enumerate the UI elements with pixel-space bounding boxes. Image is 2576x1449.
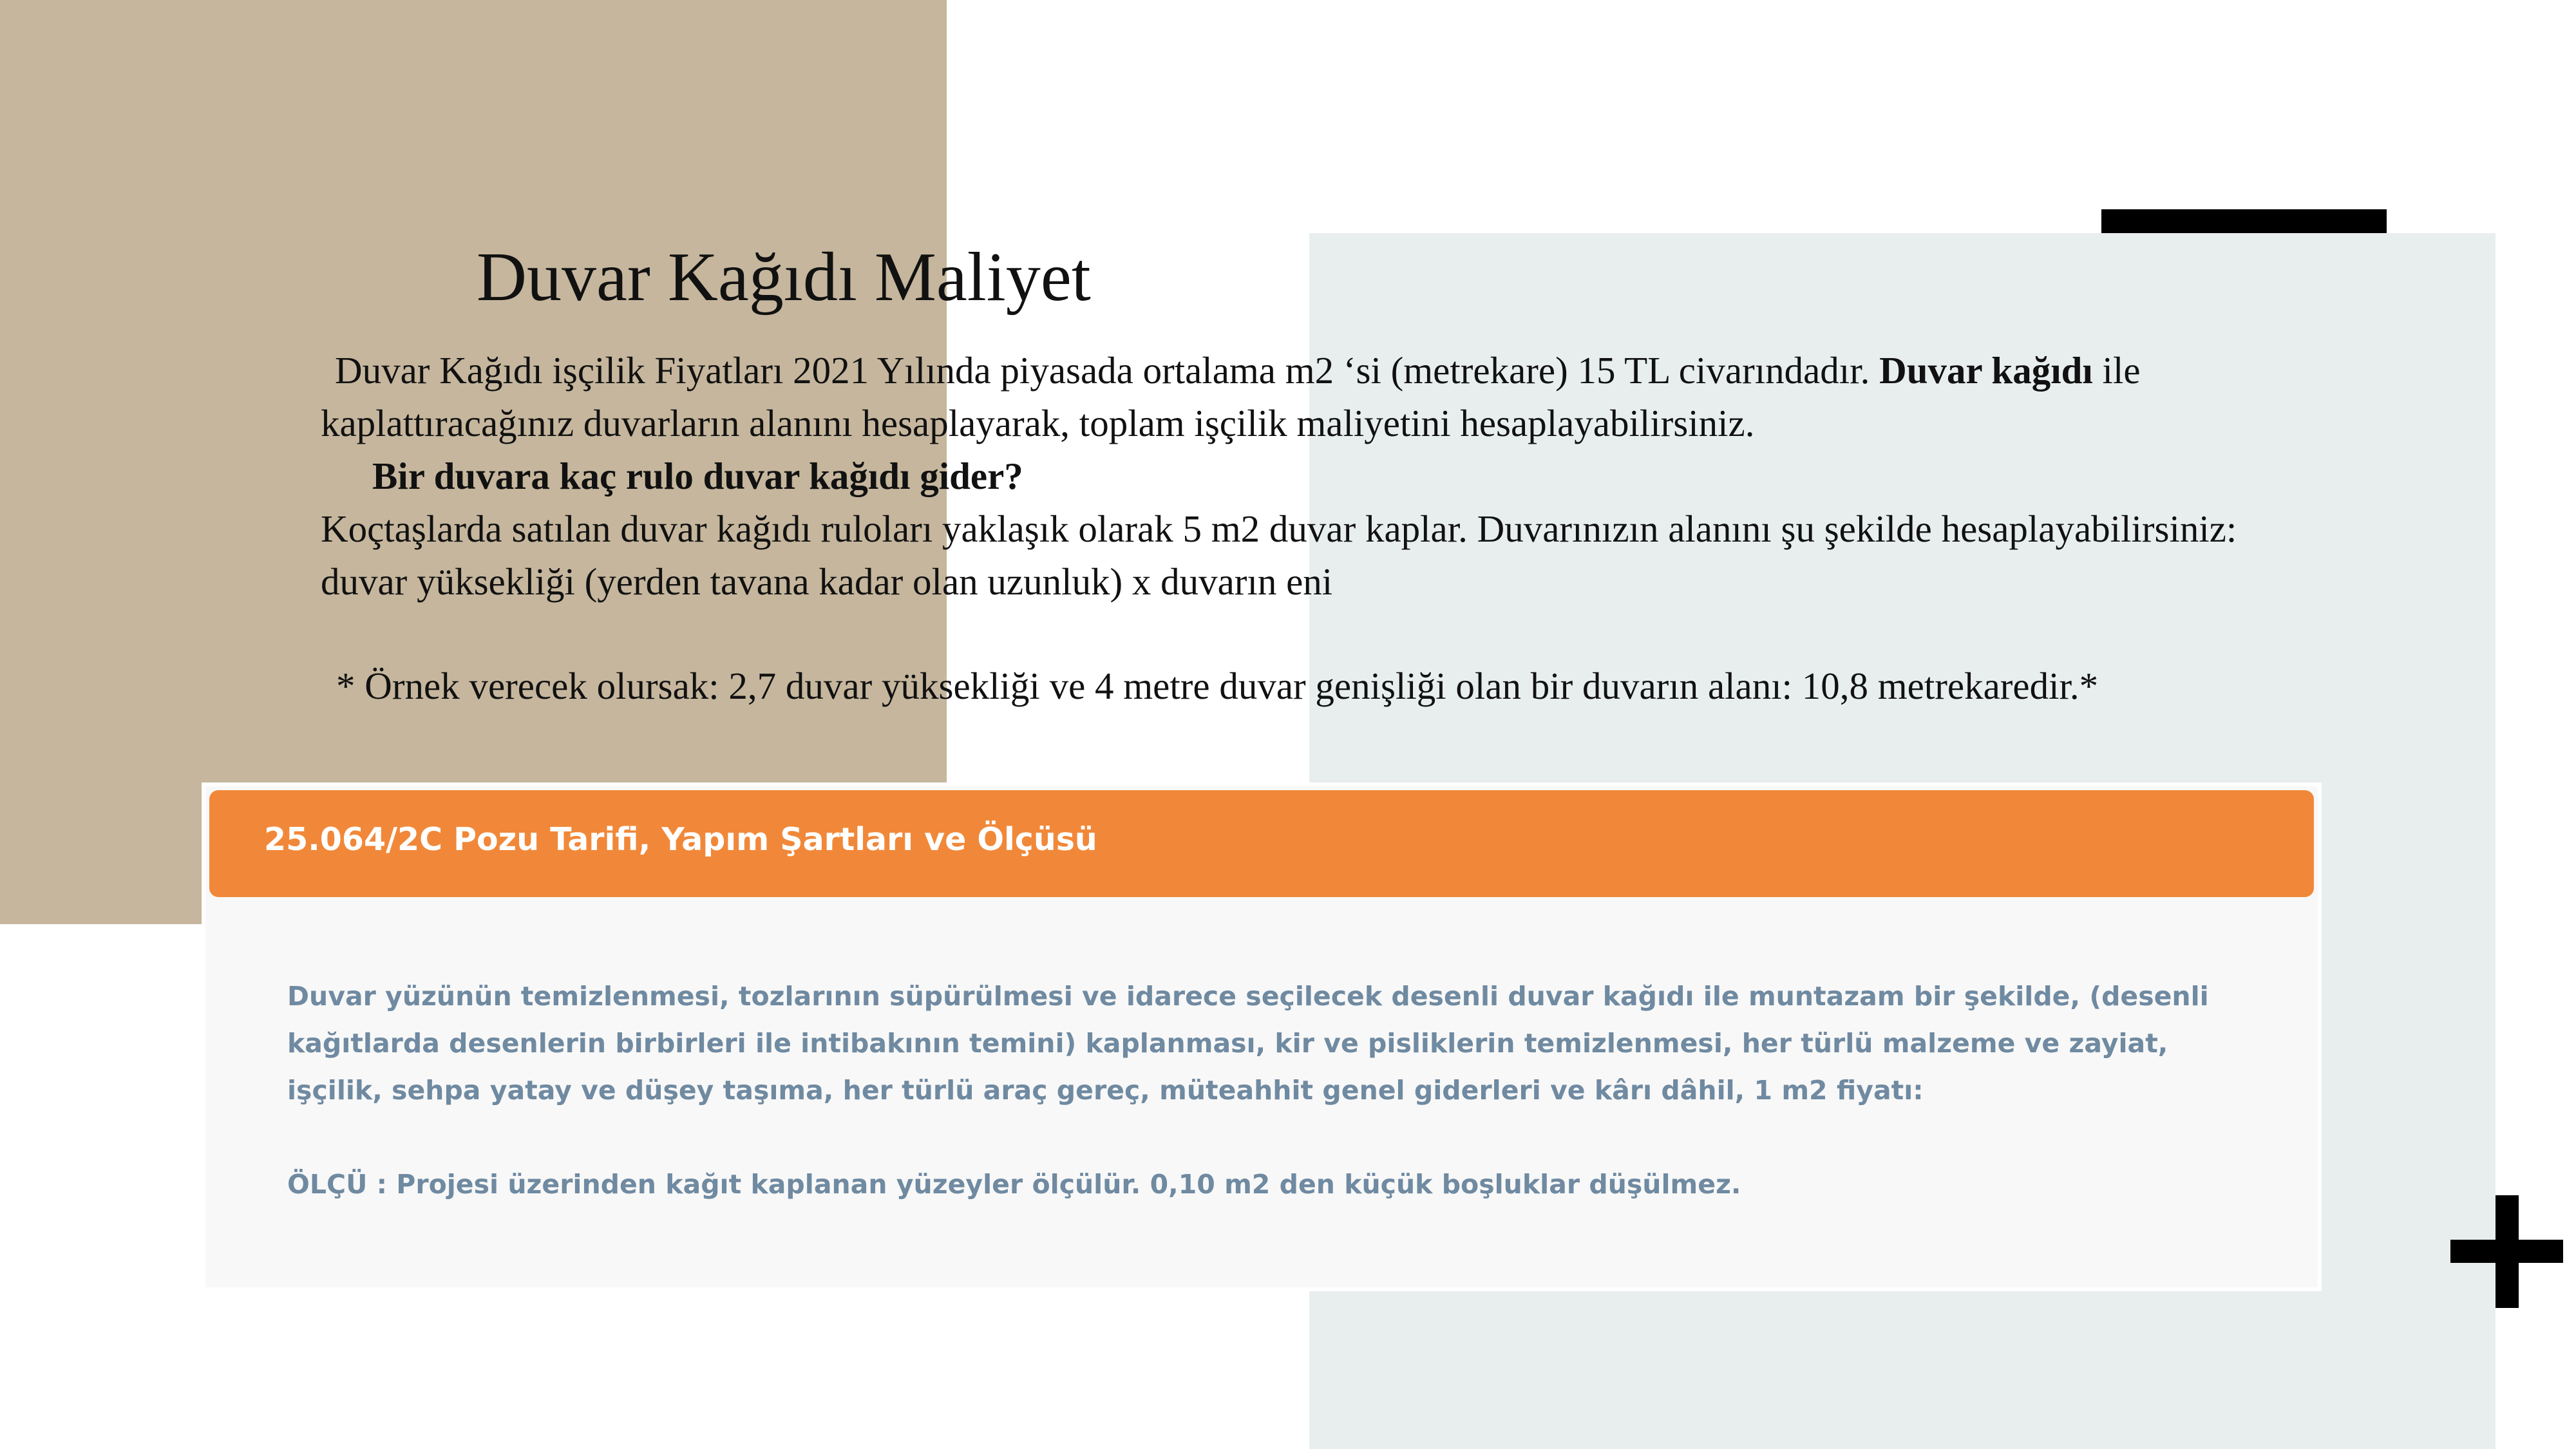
- card-header: [209, 790, 2314, 897]
- slide-body: [321, 344, 2240, 712]
- card-body: [287, 973, 2258, 1208]
- paragraph-roll-coverage: Koçtaşlarda satılan duvar kağıdı ruloları yaklaşık olarak 5 m2 duvar kaplar. Duvarınızın alanını şu şekilde hesaplayabilirsiniz: duvar yüksekliği (yerden tavana kadar olan uzunluk) x duvarın eni: [321, 507, 2237, 603]
- paragraph-labor-cost: [321, 344, 2240, 450]
- question-heading: Bir duvara kaç rulo duvar kağıdı gider?: [372, 455, 1023, 497]
- card-title: 25.064/2C Pozu Tarifi, Yapım Şartları ve Ölçüsü: [264, 821, 1097, 858]
- slide-title: Duvar Kağıdı Maliyet: [477, 239, 1091, 316]
- card-measurement: ÖLÇÜ : Projesi üzerinden kağıt kaplanan yüzeyler ölçülür. 0,10 m2 den küçük boşluklar düşülmez.: [287, 1169, 1741, 1200]
- decorative-black-bar: [2101, 209, 2387, 233]
- paragraph-labor-cost-text: Duvar Kağıdı işçilik Fiyatları 2021 Yılında piyasada ortalama m2 ‘si (metrekare) 15 TL civarındadır.: [335, 349, 1880, 392]
- card-description: Duvar yüzünün temizlenmesi, tozlarının süpürülmesi ve idarece seçilecek desenli duvar kağıdı ile muntazam bir şekilde, (desenli kağıtlarda desenlerin birbirleri ile intibakının temini) kaplanması, kir ve pisliklerin temizlenmesi, her türlü malzeme ve zayiat, işçilik, sehpa yatay ve düşey taşıma, her türlü araç gereç, müteahhit genel giderleri ve kârı dâhil, 1 m2 fiyatı:: [287, 981, 2209, 1106]
- paragraph-labor-cost-bold: Duvar kağıdı: [1879, 349, 2093, 392]
- pose-description-card: [202, 782, 2322, 1291]
- paragraph-labor-cost-rest: ile kaplattıracağınız duvarların alanını hesaplayarak, toplam işçilik maliyetini hesaplayabilirsiniz.: [321, 349, 2141, 444]
- example-note: * Örnek verecek olursak: 2,7 duvar yüksekliği ve 4 metre duvar genişliği olan bir duvarın alanı: 10,8 metrekaredir.*: [336, 665, 2099, 707]
